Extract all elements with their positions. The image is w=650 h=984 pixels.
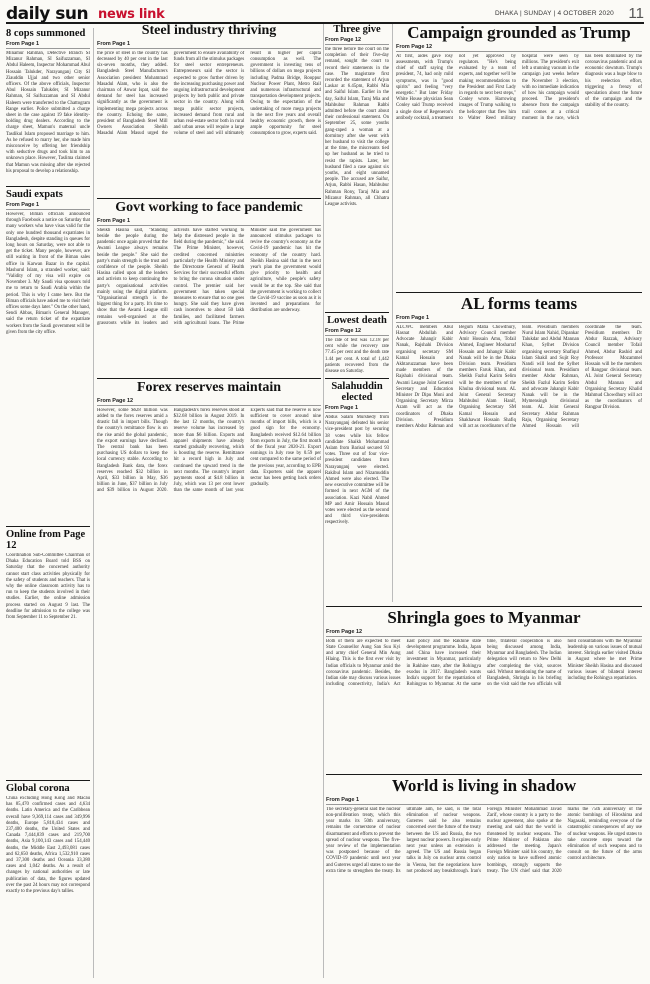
jump-line: From Page 12 [326, 629, 642, 637]
headline: Global corona [6, 783, 70, 794]
story-body: Both of them are expected to meet State Counsellor Aung San Suu Kyi and army chief General Min Aung Hlaing. This is the first ever visit by Indian officials to Myanmar amid the coronavirus pandemic. Besides, the Indian side may discuss various issues including connectivity, India's Act East policy and the Rakhine state development programme. India, Japan and China have increased their investment in Myanmar, particularly in Rakhine state, after the Rohingya exodus in 2017. Bangladesh wants India's support for the repatriation of Rohingyas to Myanmar. At the same time, trilateral cooperation is also being discussed among India, Myanmar and Bangladesh. The Indian delegation will return to New Delhi after completing the visit, sources said. Without mentioning the name of Bangladesh, Shringla in his briefing on the visit said the two officials will hold consultations with the Myanmar leadership on various issues of mutual interest. Shringla earlier visited Dhaka in August where he met Prime Minister Sheikh Hasina and discussed various issues of bilateral interest including the Rohingya repatriation. [326, 638, 642, 688]
column-rule [93, 28, 94, 978]
story-body: ALCWC members Abul Hasnat Abdullah and Advocate Jahangir Kabir Nanak, Rajshahi Division organising secretary SM Kamal Hossain and Akhtaruzzaman have been made members of the Rajshahi divisional team. Awami League Joint General Secretary and Education Minister Dr Dipu Moni and Organising Secretary Mirza Azam will act as the coordinators of Dhaka Division. Presidium members Abdur Rahman and Begum Matia Chowdhury, Advisory Council member Amir Hossain Amu, Tofail Ahmed, Engineer Mosharraf Hossain and Jahangir Kabir Nanak will be in the Dhaka Division team. Presidium members Faruk Khan, and Sheikh Fazlul Karim Selim will be the members of the Khulna divisional team. AL Joint General Secretary Mahbubul Alam Hanif, Organising Secretary SM Kamal Hossain and Shakhawat Hossain Shafiq will act as coordinators of the team. Presidium members Nurul Islam Nahid, Dipankar Talukdar and Abdul Mannan Khan, Sylhet Division organising secretary Shafiqul Islam Shakil and Sujit Roy Nandi will lead the Sylhet divisional team. Presidium member Abdur Rahman, Sheikh Fazlul Karim Selim and advocate Jahangir Kabir Nanak will be in the Mymensingh divisional team. AL Joint General Secretary Abdur Rahman Raju, Organising Secretary Ahmed Hossain will coordinate the team. Presidium members Dr Abdur Razzak, Advisory Council member Tofail Ahmed, Abdur Rashid and Professor Mozammel Hossain will be the members of Rangpur divisional team. AL Joint General Secretary Abdul Mannan and Organising Secretary Khalid Mahmud Chowdhury will act as the coordinators of Rangpur Division. [396, 324, 642, 430]
column-rule [323, 24, 324, 978]
jump-line: From Page 12 [396, 44, 642, 52]
story-world [97, 378, 321, 978]
story-saudi [6, 186, 90, 522]
story-three-give [325, 24, 389, 308]
jump-line: From Page 1 [97, 218, 321, 226]
story-online [6, 526, 90, 776]
headline: Three give [333, 24, 381, 35]
headline: Online from Page 12 [6, 529, 86, 552]
story-body: Coordination Sub-Committee Chairman of Dhaka Education Board told BSS on Saturday that the concerned authority cannot start class activities physically for the safety of students and teachers. That is why the online classroom activity has to run to keep the students involved in their studies. Earlier, the online admission process started on August 9 last. The deadline for admission to the college was from September 11 to September 21. [6, 553, 90, 621]
page-number: 11 [628, 5, 644, 22]
story-al-forms [396, 292, 642, 598]
story-body: Abdus Salam Murshedy from Narayanganj defeated his senior vice-president post by securing 38 votes while his fellow candidate Shaikh Mohammad Aslam from Barisal secured 93 votes. Three out of four vice-president candidates from Narayanganj were elected. Rakibul Islam and Nizamuddin Ahmed were also elected. The new executive committee will be formed in next AGM of the association. Kazi Nabil Ahmed MP and Amir Hossain Masud votes were elected as the second and third vice-presidents respectively. [325, 415, 389, 526]
story-body: Minamur Rahman, Detective Branch SI Mizanur Rahman, SI Saifuzzaman, SI Abdul Haleem, Inspector Mohammad Abul Hossain Talukder, Narayanganj City SI Ziauddin Ujjal and two other senior officers. Of the above officials, Inspector Abul Hossain Talukder, SI Mizanur Rahman, SI Saifuzzaman and SI Abdul Haleem were transferred to the Chattogram Range earlier. Police submitted a charge sheet in the case against 19 fake identity-holding drug dealers. According to the charge sheet, Mamun's maternal uncle Tasdikul Islam proposed marriage to him. As he refused to marry her, she made him misconceive by offering her friendship with seductive drugs and took him to an unknown place. However, Taslima claimed that Mamun was missing after she rejected his proposal to develop a relationship. [6, 51, 90, 174]
story-body: At first, aides gave rosy assessments, with Trump's chief of staff saying the president, 74, had only mild symptoms, was in "good spirits" and feeling "very energetic." But later Friday White House physician Sean Conley said Trump received a single dose of Regeneron's antibody cocktail, a treatment not yet approved by regulators. "He's being evaluated by a team of experts, and together we'll be making recommendations to the President and First Lady in regards to next best steps," Conley wrote. Harrowing images of Trump walking to the helicopter that flew him to Walter Reed military hospital were seen by millions. The president's exit left a stunning vacuum in the campaign just weeks before the November 3 election, with no immediate indication of how his campaign would proceed. The president's absence from the campaign trail comes at a critical moment in the race, which has been dominated by the coronavirus pandemic and an economic downturn. Trump's diagnosis was a huge blow to his reelection effort, triggering a frenzy of speculation about the future of the campaign and the stability of the country. [396, 53, 642, 121]
jump-line: From Page 1 [326, 797, 642, 805]
story-shringla [326, 606, 642, 770]
dateline: DHAKA | SUNDAY | 4 OCTOBER 2020 [494, 10, 614, 17]
headline: AL forms teams [460, 294, 578, 313]
jump-line: From Page 1 [6, 202, 90, 210]
story-govt [97, 198, 321, 374]
story-cops [6, 28, 90, 182]
story-lowest [325, 312, 389, 374]
headline: Govt working to face pandemic [115, 200, 303, 215]
headline: Steel industry thriving [141, 24, 277, 38]
story-body: However, some $628 million was added to the forex reserves amid a drastic fall in import bills. Though the country's remittance flow is on the rise amid the global pandemic, the export earnings have declined. The central bank has been purchasing US dollars to keep the local currency stable. According to Bangladesh Bank data, the forex reserves reached $32 billion in April, $33 billion in May, $36 billion in June, $37 billion in July and $39 billion in August 2020. Bangladesh's forex reserves stood at $32.68 billion in August 2019. In the last 12 months, the country's reserve volume has increased by more than $6 billion. Exports and apparel shipments have already started gradually recovering, which is boosting the reserve. Remittance hit a record high in July and continued the upward trend in the next months. The country's import payments stood at $4.8 billion in July, which was 13 per cent lower than the same month of last year. Experts said that the reserve is now sufficient to cover around nine months of import bills, which is a good sign for the economy. Bangladesh received $12.64 billion from exports in July, the first month of the fiscal year 2020-21. Export earnings in July rose by 0.59 per cent compared to the same period of the previous year, according to EPB data. Exporters said the apparel sector has been getting back orders gradually. [97, 407, 321, 494]
headline: World is living in shadow [391, 776, 577, 795]
story-body: the price of steel in the country has decreased by 40 per cent in the last six-seven months, they added. Bangladesh Steel Manufacturers Association president Mohammad Masadul Alam, who is also the chairman of Anwar Ispat, said the demand for steel has increased significantly as the government is implementing mega projects across the country. Echoing the same, president of Bangladesh Steel Mill Owners Association Sheikh Masadul Alam Masud urged the government to ensure availability of funds from all the stimulus packages for steel sector entrepreneurs. Entrepreneurs said the sector is expected to grow further driven by the increasing purchasing power and ongoing infrastructural development projects by both public and private sector in the country. Along with mega public sector projects, increased demand from rural and urban real-estate sector both in rural and urban areas will require a large volume of steel and will ultimately result in higher per capita consumption as well. The government is investing tens of billions of dollars on mega projects including Padma Bridge, Rooppur Nuclear Power Plant, Metro Rail and numerous infrastructural and transportation development projects. Owing to the expectation of the undertaking of more mega projects in the next five years and overall healthy economic growth, there is ample opportunity for steel consumption to grow, experts said. [97, 50, 321, 137]
story-body: Sheikh Hasina said, "Standing beside the people during the pandemic once again proved that the Awami League always remains beside the people." She said the party's main strength is the trust and confidence of the people. Sheikh Hasina called upon all the leaders and activists to keep continuing the party's organisational activities mainly using the digital platform. "Organisational strength is the biggest thing for a party. It's time to show that the Awami League still remains well-organised at the grassroots while its leaders and activists have started working to help the distressed people in the field during the pandemic," she said. The Prime Minister, however, credited concerned ministries particularly the Health Ministry and the Directorate General of Health Services for their successful efforts to bring the corona situation under control. The premier said her government has taken special measures to ensure that no one goes hungry. She said they have given cash incentives to about 50 lakh families, and facilitated farmers with agricultural loans. The Prime Minister said the government has announced stimulus packages to revive the country's economy as the Covid-19 pandemic has hit the economy of the country hard. Sheikh Hasina said that in the next year's plan the government would give priority to health and agriculture, while people's safety would be at the top. She said that the government is working to collect the Covid-19 vaccine as soon as it is invented and preparations for distribution are underway. [97, 227, 321, 326]
jump-line: From Page 1 [396, 315, 642, 323]
brand-logo: daily sun [6, 4, 89, 24]
jump-line: From Page 1 [6, 41, 90, 49]
column-rule [392, 24, 393, 602]
story-body: The secretary-general said the nuclear non-proliferation treaty, which this year marks its 50th anniversary, remains the cornerstone of nuclear disarmament and efforts to prevent the spread of nuclear weapons. The five-year review of the implementation was postponed because of the COVID-19 pandemic until next year and Guterres urged all states to use the extra time to strengthen the treaty. Its ultimate aim, he said, is the total elimination of nuclear weapons. Guterres said he also remains concerned over the future of the treaty between the US and Russia, the two largest nuclear powers. It expires early next year unless an extension is agreed. The US and Russia began talks in July on nuclear arms control in Vienna, but the negotiations have not produced any breakthrough. Iran's Foreign Minister Mohammad Javad Zarif, whose country is a party to the nuclear agreement, also spoke at the meeting and said that the world is threatened by nuclear weapons. The Prime Minister of Pakistan also addressed the meeting. Japan's Foreign Minister said his country, the only nation to have suffered atomic bombings, strongly supports the treaty. The UN chief said that 2020 marks the 75th anniversary of the atomic bombings of Hiroshima and Nagasaki, reminding everyone of the catastrophic consequences of any use of nuclear weapons. He urged states to take concrete steps toward the elimination of such weapons and to consult on the future of the arms control architecture. [326, 806, 642, 874]
story-salahuddin [325, 378, 389, 602]
jump-line: From Page 1 [325, 405, 389, 413]
jump-line: From Page 12 [97, 398, 321, 406]
story-body: The rate of test was 12.18 per cent while the recovery rate 77.45 per cent and the death rate 1.44 per cent. A total of 1,442 patients recovered from the disease on Saturday. [325, 338, 389, 374]
story-body: the three before the court on the completion of their five-day remand, sought the court to record their statements in the case. The magistrate first recorded the statement of Arjun Laskar at 6.45pm, Rabbi Mia and Saiful Islam. Earlier in the day, Saiful Islam, Taraj Mia and Mahbubur Rahman Rabbi admitted before the court about their confessional statement. On September 25, some youths gang-raped a woman at a dormitory after she went with her husband to visit the college at the time, the miscreants tied up her husband as he tried to resist the rapists. Later, her husband filed a case against six youths, and eight unnamed people. The accused are Saifur, Arjun, Rabbi Hasan, Mahbubur Rahman Rony, Taraj Mia and Mizanur Rahman, all Chhatra League activists. [325, 47, 389, 208]
headline: Salahuddin elected [331, 381, 383, 404]
jump-line: From Page 12 [325, 37, 389, 45]
story-steel [97, 24, 321, 194]
jump-line: From Page 12 [325, 328, 389, 336]
headline: Campaign grounded as Trump [407, 24, 631, 42]
headline: Lowest death [327, 315, 387, 326]
story-body: China excluding Hong Kong and Macau has 85,470 confirmed cases and 4,634 deaths. Latin America and the Caribbean overall have 9,369,114 cases and 349,996 deaths, Europe 5,810,434 cases and 237,400 deaths, the United States and Canada 7,444,839 cases and 219,700 deaths, Asia 9,100,143 cases and 154,440 deaths, the Middle East 2,493,081 cases and 62,650 deaths, Africa 1,532,910 cases and 37,300 deaths and Oceania 33,380 cases and 1,042 deaths. As a result of changes by national authorities or late publication of data, the figures updated over the past 24 hours may not correspond exactly to the previous day's tallies. [6, 796, 90, 895]
story-campaign [396, 24, 642, 288]
story-forex [326, 774, 642, 978]
jump-line: From Page 1 [97, 41, 321, 49]
headline: Forex reserves maintain [136, 380, 282, 395]
masthead [6, 4, 644, 24]
story-body: However, Biman officials announced through Facebook a notice on Saturday that many workers who have visas valid for the only one hundred thousand expatriates in Bangladesh, despite standing in queues for long hours on Saturday, were not able to get the ticket. Many people, however, are still waiting in front of the Biman sales office in Karwan Bazar in the capital. Mashurul Islam, a stranded worker, said: "Validity of my visa will expire on November 3. My Saudi visa sponsors told me to return to Saudi Arabia within the period. This is why I came here. But the Biman officials have asked me to visit their offices some days later." On the other hand, Sendi Abbas, Biman's General Manager, said the return ticket of the expatriate workers from the Saudi government will be given from the city office. [6, 212, 90, 335]
headline: Shringla goes to Myanmar [387, 608, 581, 627]
story-corona [6, 780, 90, 978]
section-name: news link [98, 7, 165, 22]
headline: Saudi expats [6, 189, 63, 200]
headline: 8 cops summoned [6, 28, 86, 39]
